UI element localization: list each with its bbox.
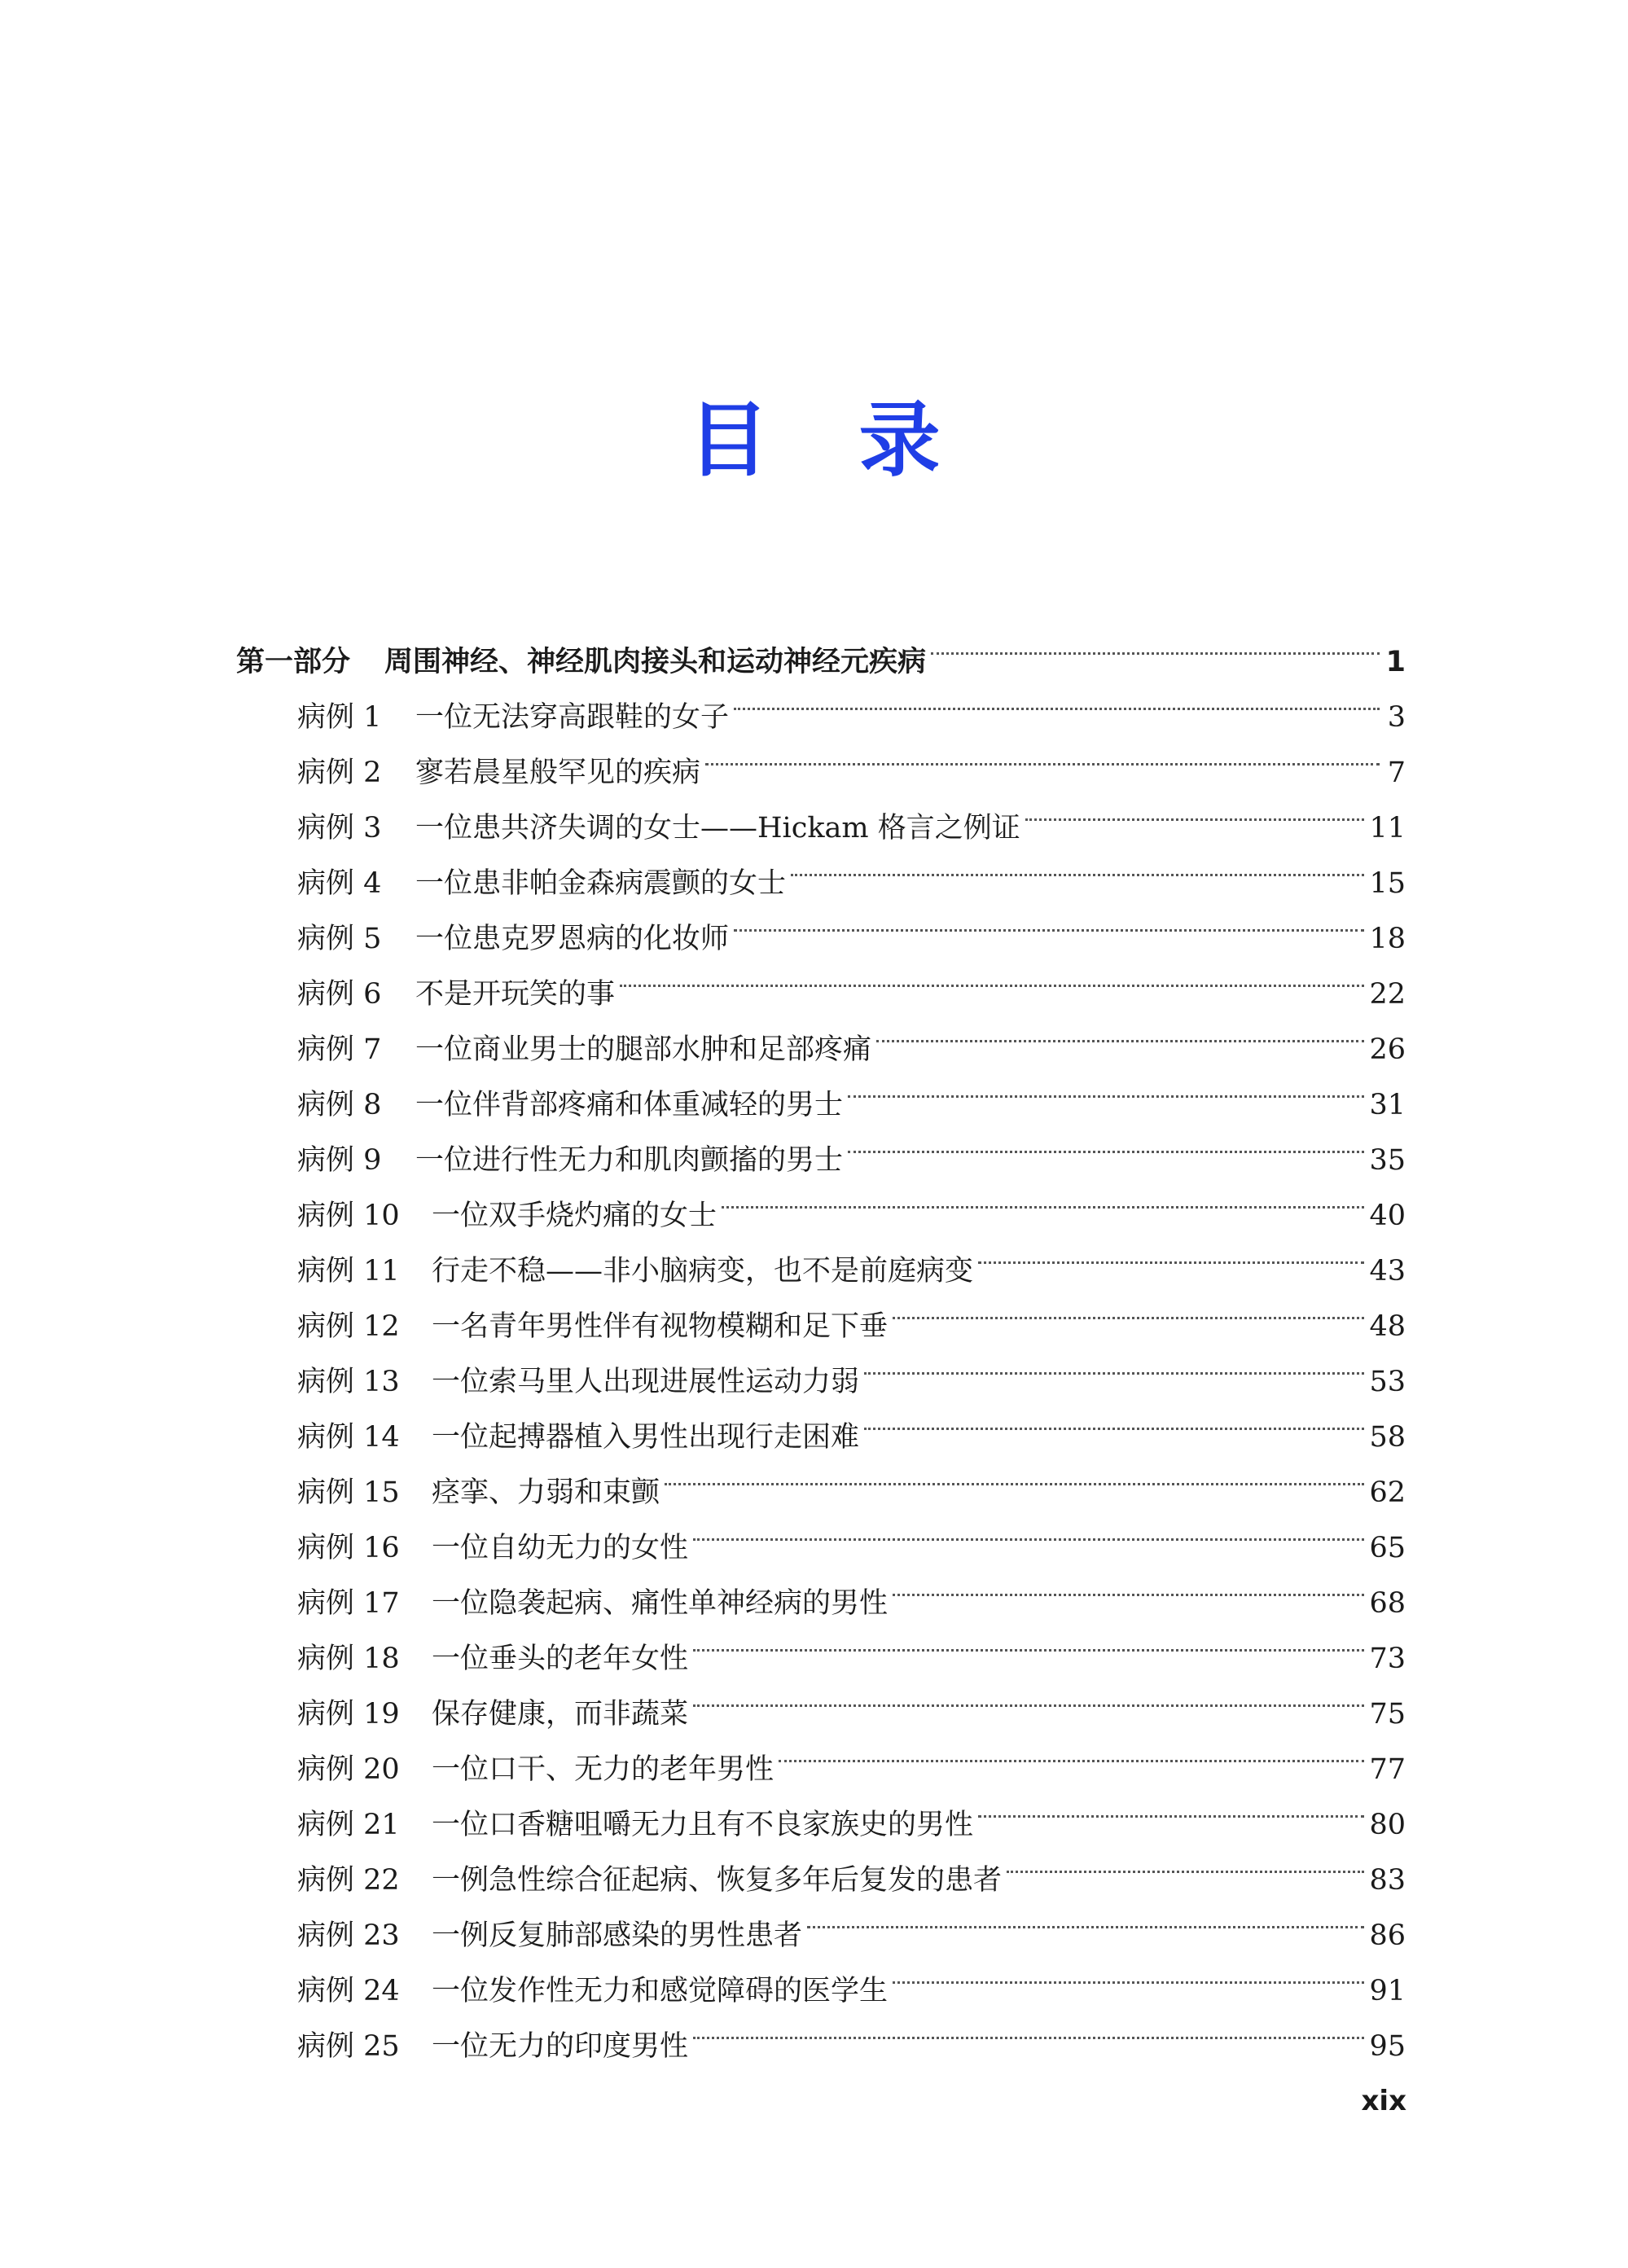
case-label: 病例 23	[297, 1919, 400, 1952]
case-label: 病例 21	[297, 1809, 400, 1841]
leader-dots	[848, 1059, 1364, 1114]
case-title: 一位患克罗恩病的化妆师	[415, 923, 730, 955]
case-title: 不是开玩笑的事	[415, 978, 616, 1011]
leader-dots	[693, 2000, 1364, 2055]
case-title: 一位进行性无力和肌肉颤搐的男士	[415, 1144, 844, 1177]
case-page-number: 73	[1369, 1643, 1406, 1675]
case-label: 病例 14	[297, 1421, 400, 1454]
case-label: 病例 25	[297, 2030, 400, 2063]
part-label: 第一部分	[236, 646, 351, 678]
case-page-number: 43	[1369, 1255, 1406, 1288]
leader-dots	[978, 1225, 1364, 1280]
case-page-number: 77	[1369, 1753, 1406, 1786]
case-title: 一位口干、无力的老年男性	[432, 1753, 775, 1786]
case-title: 一位口香糖咀嚼无力且有不良家族史的男性	[432, 1809, 974, 1841]
leader-dots	[705, 726, 1380, 782]
leader-dots	[1025, 782, 1365, 837]
case-page-number: 83	[1369, 1864, 1406, 1897]
case-title: 一位伴背部疼痛和体重减轻的男士	[415, 1089, 844, 1121]
case-title: 寥若晨星般罕见的疾病	[415, 757, 701, 789]
case-page-number: 11	[1369, 812, 1406, 844]
case-label: 病例 8	[297, 1089, 382, 1121]
leader-dots	[620, 948, 1364, 1003]
leader-dots	[978, 1779, 1364, 1834]
case-label: 病例 4	[297, 867, 382, 900]
case-page-number: 40	[1369, 1200, 1406, 1232]
case-title: 一位患非帕金森病震颤的女士	[415, 867, 787, 900]
leader-dots	[848, 1114, 1364, 1169]
case-title: 行走不稳——非小脑病变，也不是前庭病变	[432, 1255, 974, 1288]
leader-dots	[734, 893, 1364, 948]
case-title: 一例反复肺部感染的男性患者	[432, 1919, 803, 1952]
case-page-number: 80	[1369, 1809, 1406, 1841]
case-label: 病例 24	[297, 1975, 400, 2007]
case-title: 一位发作性无力和感觉障碍的医学生	[432, 1975, 889, 2007]
leader-dots	[665, 1446, 1364, 1502]
case-label: 病例 7	[297, 1033, 382, 1066]
leader-dots	[807, 1889, 1364, 1945]
case-page-number: 58	[1369, 1421, 1406, 1454]
leader-dots	[693, 1612, 1364, 1668]
part-page-number: 1	[1385, 646, 1406, 678]
case-label: 病例 3	[297, 812, 382, 844]
case-page-number: 65	[1369, 1532, 1406, 1564]
case-title: 一位隐袭起病、痛性单神经病的男性	[432, 1587, 889, 1620]
case-label: 病例 18	[297, 1643, 400, 1675]
case-label: 病例 17	[297, 1587, 400, 1620]
case-title: 一名青年男性伴有视物模糊和足下垂	[432, 1310, 889, 1343]
leader-dots	[893, 1945, 1364, 2000]
case-page-number: 86	[1369, 1919, 1406, 1952]
case-page-number: 91	[1369, 1975, 1406, 2007]
toc-title-char-1: 目	[687, 392, 770, 488]
leader-dots	[791, 837, 1364, 893]
case-page-number: 7	[1387, 757, 1406, 789]
case-title: 一位无法穿高跟鞋的女子	[415, 701, 730, 734]
case-title: 一位商业男士的腿部水肿和足部疼痛	[415, 1033, 872, 1066]
leader-dots	[722, 1169, 1364, 1225]
leader-dots	[893, 1557, 1364, 1612]
case-page-number: 48	[1369, 1310, 1406, 1343]
case-label: 病例 6	[297, 978, 382, 1011]
case-page-number: 35	[1369, 1144, 1406, 1177]
case-page-number: 75	[1369, 1698, 1406, 1731]
case-title: 一位自幼无力的女性	[432, 1532, 689, 1564]
case-label: 病例 1	[297, 701, 382, 734]
toc-part-entry[interactable]	[236, 616, 1406, 678]
case-label: 病例 15	[297, 1476, 400, 1509]
leader-dots	[876, 1003, 1364, 1059]
leader-dots	[734, 671, 1380, 726]
leader-dots	[931, 616, 1380, 671]
leader-dots	[864, 1391, 1364, 1446]
case-page-number: 31	[1369, 1089, 1406, 1121]
case-title: 一位无力的印度男性	[432, 2030, 689, 2063]
toc-title-char-2: 录	[858, 392, 941, 488]
case-label: 病例 16	[297, 1532, 400, 1564]
case-label: 病例 19	[297, 1698, 400, 1731]
folio-page-number: xix	[1361, 2085, 1406, 2117]
case-title: 一例急性综合征起病、恢复多年后复发的患者	[432, 1864, 1003, 1897]
case-label: 病例 10	[297, 1200, 400, 1232]
case-page-number: 22	[1369, 978, 1406, 1011]
case-title: 一位患共济失调的女士——Hickam 格言之例证	[415, 812, 1020, 844]
leader-dots	[893, 1280, 1364, 1336]
case-label: 病例 13	[297, 1366, 400, 1398]
case-title: 一位起搏器植入男性出现行走困难	[432, 1421, 860, 1454]
leader-dots	[693, 1668, 1364, 1723]
case-page-number: 15	[1369, 867, 1406, 900]
leader-dots	[864, 1336, 1364, 1391]
case-label: 病例 12	[297, 1310, 400, 1343]
case-label: 病例 11	[297, 1255, 400, 1288]
case-label: 病例 9	[297, 1144, 382, 1177]
case-label: 病例 20	[297, 1753, 400, 1786]
case-title: 一位索马里人出现进展性运动力弱	[432, 1366, 860, 1398]
case-page-number: 62	[1369, 1476, 1406, 1509]
case-page-number: 53	[1369, 1366, 1406, 1398]
table-of-contents	[236, 616, 1406, 2063]
leader-dots	[1007, 1834, 1364, 1889]
leader-dots	[693, 1502, 1364, 1557]
case-page-number: 26	[1369, 1033, 1406, 1066]
part-title: 周围神经、神经肌肉接头和运动神经元疾病	[384, 646, 927, 678]
case-page-number: 18	[1369, 923, 1406, 955]
toc-title	[0, 391, 1628, 489]
case-page-number: 3	[1387, 701, 1406, 734]
case-page-number: 95	[1369, 2030, 1406, 2063]
case-label: 病例 2	[297, 757, 382, 789]
leader-dots	[779, 1723, 1364, 1779]
case-title: 一位双手烧灼痛的女士	[432, 1200, 717, 1232]
case-title: 痉挛、力弱和束颤	[432, 1476, 660, 1509]
case-title: 保存健康，而非蔬菜	[432, 1698, 689, 1731]
case-label: 病例 22	[297, 1864, 400, 1897]
case-title: 一位垂头的老年女性	[432, 1643, 689, 1675]
case-page-number: 68	[1369, 1587, 1406, 1620]
case-label: 病例 5	[297, 923, 382, 955]
